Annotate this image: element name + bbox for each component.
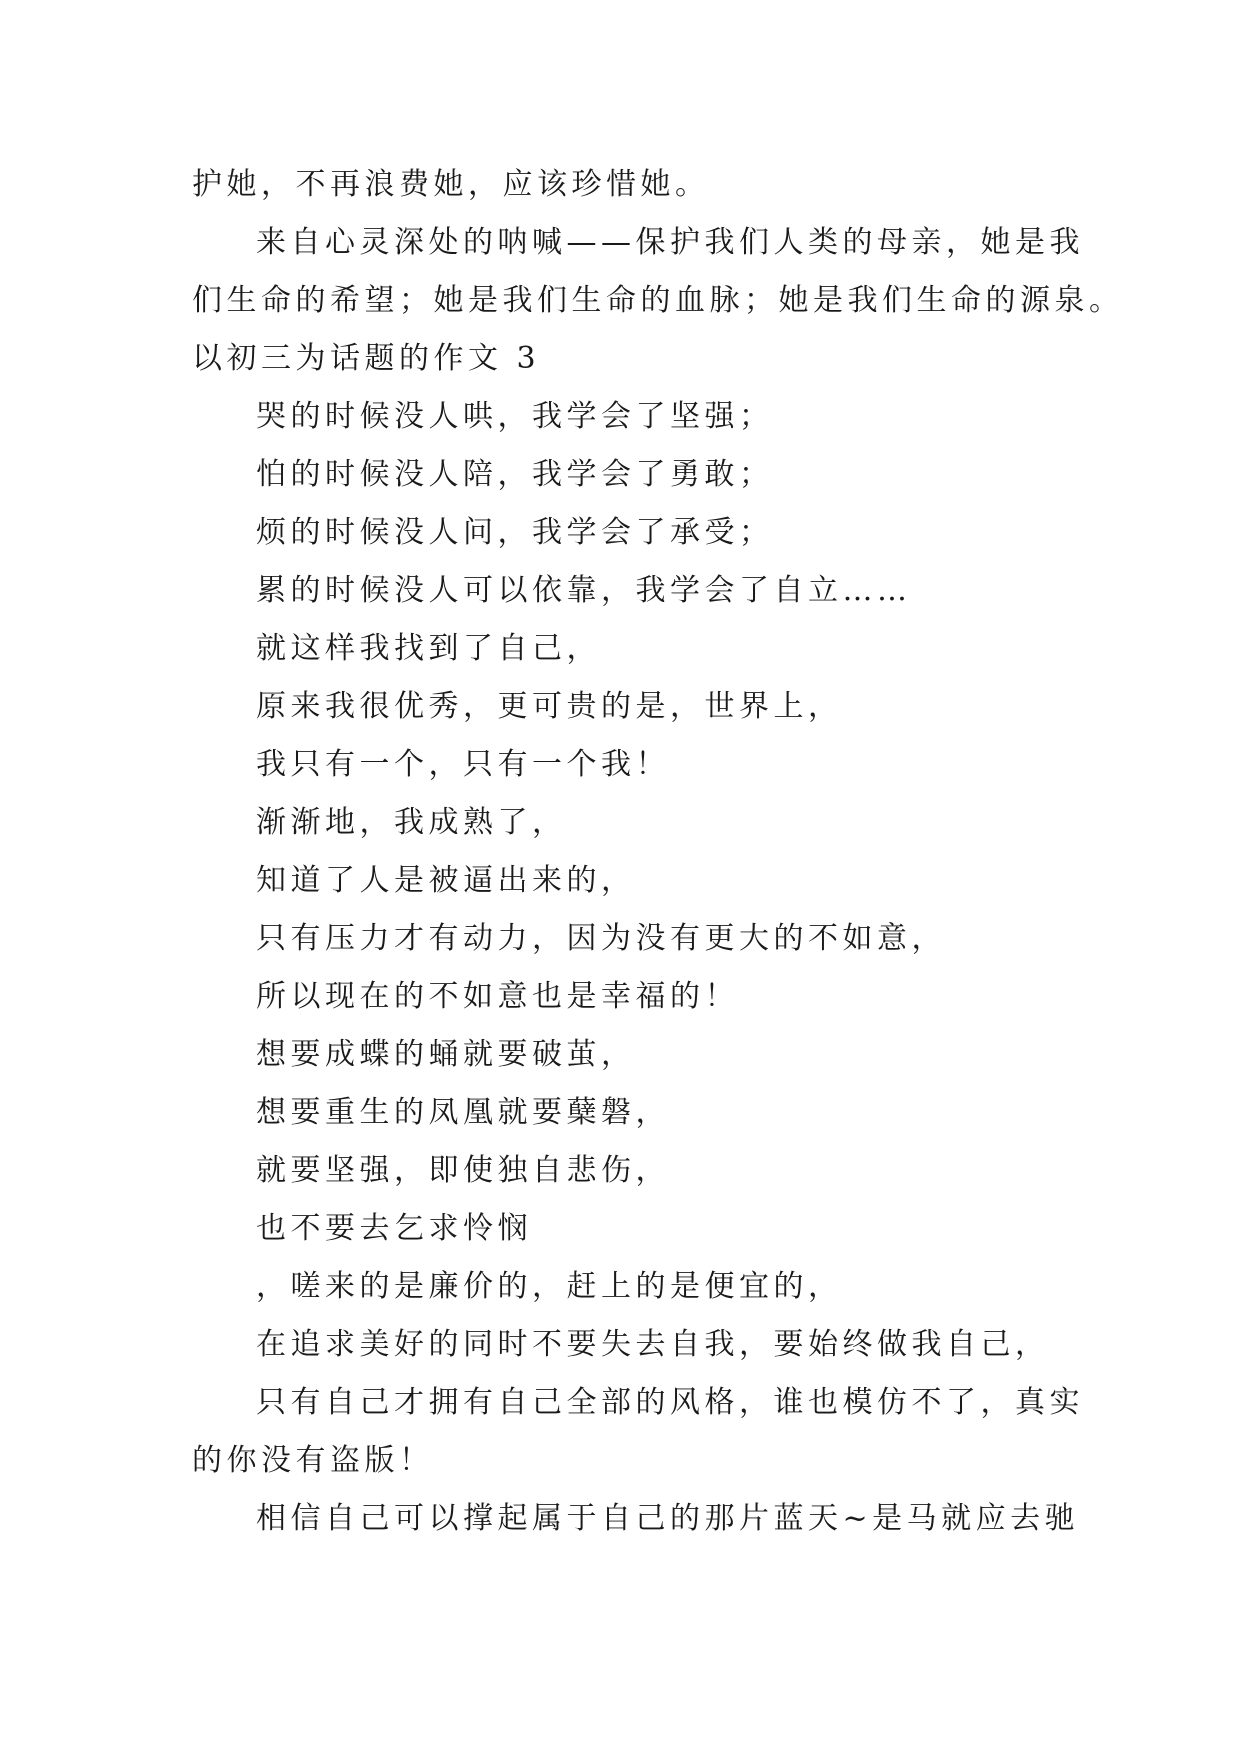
text-line: 就要坚强，即使独自悲伤， xyxy=(256,1153,670,1188)
text-line: 相信自己可以撑起属于自己的那片蓝天~是马就应去驰 xyxy=(256,1501,1080,1536)
text-line: 怕的时候没人陪，我学会了勇敢； xyxy=(256,457,774,492)
text-line: 就这样我找到了自己， xyxy=(256,631,601,666)
text-line: 原来我很优秀，更可贵的是，世界上， xyxy=(256,689,843,724)
text-line: 在追求美好的同时不要失去自我，要始终做我自己， xyxy=(256,1327,1050,1362)
text-line: 们生命的希望；她是我们生命的血脉；她是我们生命的源泉。 xyxy=(192,283,1124,318)
text-line: ，嗟来的是廉价的，赶上的是便宜的， xyxy=(256,1269,843,1304)
text-line: 也不要去乞求怜悯 xyxy=(256,1211,532,1246)
text-line: 知道了人是被逼出来的， xyxy=(256,863,636,898)
text-line: 只有压力才有动力，因为没有更大的不如意， xyxy=(256,921,946,956)
text-line: 渐渐地，我成熟了， xyxy=(256,805,567,840)
text-line: 来自心灵深处的呐喊——保护我们人类的母亲，她是我 xyxy=(256,225,1084,260)
text-line: 想要重生的凤凰就要蘖磐， xyxy=(256,1095,670,1130)
text-line: 累的时候没人可以依靠，我学会了自立…… xyxy=(256,573,912,608)
text-line: 烦的时候没人问，我学会了承受； xyxy=(256,515,774,550)
text-line: 想要成蝶的蛹就要破茧， xyxy=(256,1037,636,1072)
text-line: 哭的时候没人哄，我学会了坚强； xyxy=(256,399,774,434)
text-line: 的你没有盗版！ xyxy=(192,1443,434,1478)
text-line: 所以现在的不如意也是幸福的！ xyxy=(256,979,739,1014)
text-line: 我只有一个，只有一个我！ xyxy=(256,747,670,782)
text-line: 护她，不再浪费她，应该珍惜她。 xyxy=(192,167,710,202)
section-heading: 以初三为话题的作文 3 xyxy=(192,341,541,376)
text-line: 只有自己才拥有自己全部的风格，谁也模仿不了，真实 xyxy=(256,1385,1084,1420)
